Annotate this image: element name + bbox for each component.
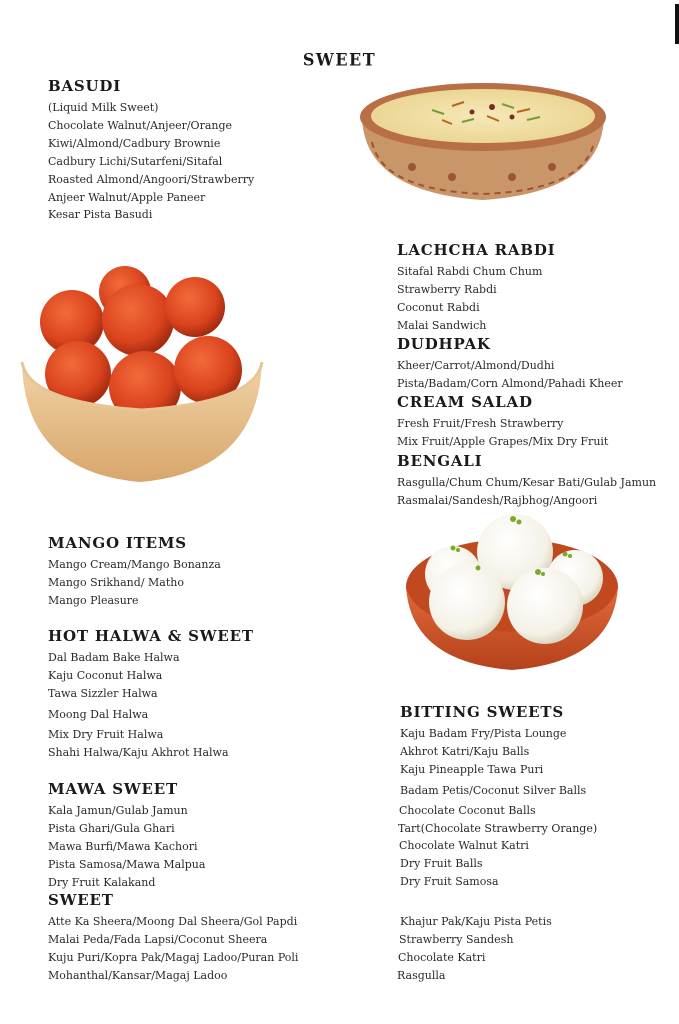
gulab-jamun-bowl-image bbox=[20, 262, 265, 487]
menu-item: Dry Fruit Kalakand bbox=[48, 875, 156, 889]
menu-item: Mango Srikhand/ Matho bbox=[48, 575, 184, 589]
menu-item: Dry Fruit Samosa bbox=[400, 875, 499, 889]
menu-item: Mix Dry Fruit Halwa bbox=[48, 727, 164, 741]
section-hot-halwa bbox=[48, 627, 254, 761]
menu-item: Pista/Badam/Corn Almond/Pahadi Kheer bbox=[397, 376, 623, 390]
menu-item: Strawberry Rabdi bbox=[397, 282, 497, 296]
section-title-bitting-sweets: BITTING SWEETS bbox=[400, 703, 564, 721]
menu-item: Atte Ka Sheera/Moong Dal Sheera/Gol Papdi bbox=[48, 915, 298, 928]
menu-item: Mango Cream/Mango Bonanza bbox=[48, 558, 221, 571]
section-mango-items bbox=[48, 534, 221, 610]
section-lachcha-rabdi bbox=[397, 241, 555, 335]
menu-item: Pista Ghari/Gula Ghari bbox=[48, 821, 175, 835]
menu-item: Coconut Rabdi bbox=[397, 300, 480, 314]
section-title-cream-salad: CREAM SALAD bbox=[397, 393, 533, 411]
menu-item: Akhrot Katri/Kaju Balls bbox=[400, 744, 530, 758]
section-basudi bbox=[48, 77, 254, 224]
menu-item: Dry Fruit Balls bbox=[400, 857, 483, 871]
menu-item: Mix Fruit/Apple Grapes/Mix Dry Fruit bbox=[397, 434, 609, 448]
menu-item: (Liquid Milk Sweet) bbox=[48, 101, 159, 114]
menu-item: Chocolate Coconut Balls bbox=[399, 803, 536, 817]
menu-item: Dal Badam Bake Halwa bbox=[48, 651, 180, 664]
section-title-sweet: SWEET bbox=[48, 891, 114, 909]
menu-item: Kiwi/Almond/Cadbury Brownie bbox=[48, 136, 221, 150]
menu-item: Malai Peda/Fada Lapsi/Coconut Sheera bbox=[48, 932, 268, 946]
menu-item: Kaju Pineapple Tawa Puri bbox=[400, 762, 544, 776]
menu-item: Strawberry Sandesh bbox=[399, 932, 514, 946]
menu-item: Moong Dal Halwa bbox=[48, 707, 149, 721]
section-title-bengali: BENGALI bbox=[397, 452, 483, 470]
menu-item: Mawa Burfi/Mawa Kachori bbox=[48, 839, 198, 853]
section-title-hot-halwa: HOT HALWA & SWEET bbox=[48, 627, 254, 645]
section-sweet bbox=[48, 891, 298, 985]
menu-item: Mango Pleasure bbox=[48, 593, 139, 607]
menu-item: Malai Sandwich bbox=[397, 318, 487, 332]
section-dudhpak bbox=[397, 335, 623, 393]
menu-item: Fresh Fruit/Fresh Strawberry bbox=[397, 417, 564, 430]
section-title-mango-items: MANGO ITEMS bbox=[48, 534, 187, 552]
menu-item: Kuju Puri/Kopra Pak/Magaj Ladoo/Puran Poli bbox=[48, 950, 299, 964]
basudi-bowl-image bbox=[352, 72, 614, 207]
menu-item: Khajur Pak/Kaju Pista Petis bbox=[400, 915, 552, 928]
menu-item: Sitafal Rabdi Chum Chum bbox=[397, 265, 543, 278]
menu-item: Kaju Badam Fry/Pista Lounge bbox=[400, 727, 567, 740]
menu-item: Roasted Almond/Angoori/Strawberry bbox=[48, 172, 255, 186]
menu-item: Pista Samosa/Mawa Malpua bbox=[48, 857, 206, 871]
section-cream-salad bbox=[397, 393, 608, 451]
menu-item: Rasmalai/Sandesh/Rajbhog/Angoori bbox=[397, 493, 598, 507]
section-sweet-right bbox=[397, 913, 552, 985]
menu-item: Kaju Coconut Halwa bbox=[48, 668, 163, 682]
menu-item: Tart(Chocolate Strawberry Orange) bbox=[398, 821, 598, 835]
section-title-dudhpak: DUDHPAK bbox=[397, 335, 491, 353]
menu-item: Chocolate Walnut Katri bbox=[399, 839, 529, 853]
menu-item: Chocolate Katri bbox=[398, 950, 486, 964]
menu-item: Rasgulla/Chum Chum/Kesar Bati/Gulab Jamun bbox=[397, 476, 657, 489]
section-bengali bbox=[397, 452, 656, 510]
menu-item: Mohanthal/Kansar/Magaj Ladoo bbox=[48, 968, 228, 982]
section-title-lachcha-rabdi: LACHCHA RABDI bbox=[397, 241, 556, 259]
page-title: SWEET bbox=[302, 49, 377, 70]
menu-item: Kesar Pista Basudi bbox=[48, 208, 153, 222]
section-title-basudi: BASUDI bbox=[48, 77, 122, 95]
menu-item: Kheer/Carrot/Almond/Dudhi bbox=[397, 359, 555, 372]
menu-item: Anjeer Walnut/Apple Paneer bbox=[48, 190, 206, 204]
page-edge-mark bbox=[675, 4, 679, 44]
menu-item: Kala Jamun/Gulab Jamun bbox=[48, 804, 188, 817]
section-mawa-sweet bbox=[48, 780, 205, 892]
menu-item: Chocolate Walnut/Anjeer/Orange bbox=[48, 118, 233, 132]
menu-item: Cadbury Lichi/Sutarfeni/Sitafal bbox=[48, 154, 223, 168]
section-bitting-sweets bbox=[400, 703, 597, 891]
menu-item: Rasgulla bbox=[397, 968, 446, 982]
menu-item: Shahi Halwa/Kaju Akhrot Halwa bbox=[48, 745, 229, 759]
section-title-mawa-sweet: MAWA SWEET bbox=[48, 780, 178, 798]
menu-item: Tawa Sizzler Halwa bbox=[48, 686, 158, 700]
menu-item: Badam Petis/Coconut Silver Balls bbox=[400, 783, 587, 797]
rasgulla-bowl-image bbox=[403, 512, 621, 674]
